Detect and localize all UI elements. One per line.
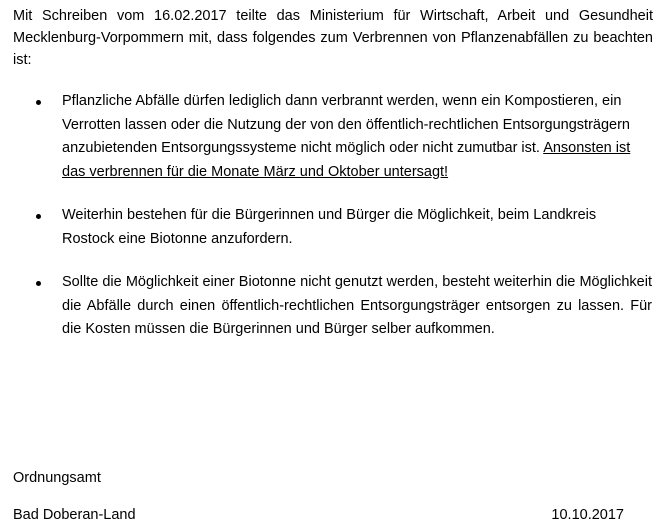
footer-place: Bad Doberan-Land — [13, 507, 136, 523]
bullet-dot-icon — [36, 100, 41, 105]
department-name: Ordnungsamt — [13, 470, 101, 486]
bullet-text-3: Sollte die Möglichkeit einer Biotonne nicht genutzt werden, besteht weiterhin die Möglichkeit die Abfälle durch einen öffentlich-rechtlichen Entsorgungsträger entsorgen zu lassen. Für die Kosten müssen die Bürgerinnen und Bürger selber aufkommen. — [62, 274, 652, 337]
bullet-text-2: Weiterhin bestehen für die Bürgerinnen und Bürger die Möglichkeit, beim Landkreis Rostock eine Biotonne anzufordern. — [62, 207, 597, 247]
intro-paragraph: Mit Schreiben vom 16.02.2017 teilte das Ministerium für Wirtschaft, Arbeit und Gesundheit Mecklenburg-Vorpommern mit, dass folgendes zum Verbrennen von Pflanzenabfällen zu beachten ist: — [13, 8, 653, 68]
bullet-dot-icon — [36, 281, 41, 286]
footer-date: 10.10.2017 — [551, 507, 624, 523]
bullet-item-1 — [0, 90, 660, 184]
bullet-text-1-underlined: Ansonsten ist das verbrennen für die Monate März und Oktober untersagt! — [62, 140, 631, 180]
bullet-text-1 — [62, 90, 652, 184]
bullet-item-2 — [0, 204, 660, 251]
bullet-item-3 — [0, 271, 660, 342]
bullet-dot-icon — [36, 214, 41, 219]
bullet-list — [0, 90, 660, 362]
bullet-text-1-main: Pflanzliche Abfälle dürfen lediglich dann verbrannt werden, wenn ein Kompostieren, ein Verrotten lassen oder die Nutzung der von den öffentlich-rechtlichen Entsorgungsträgern anzubietenden Entsorgungssysteme nicht möglich oder nicht zumutbar ist. — [62, 93, 630, 156]
